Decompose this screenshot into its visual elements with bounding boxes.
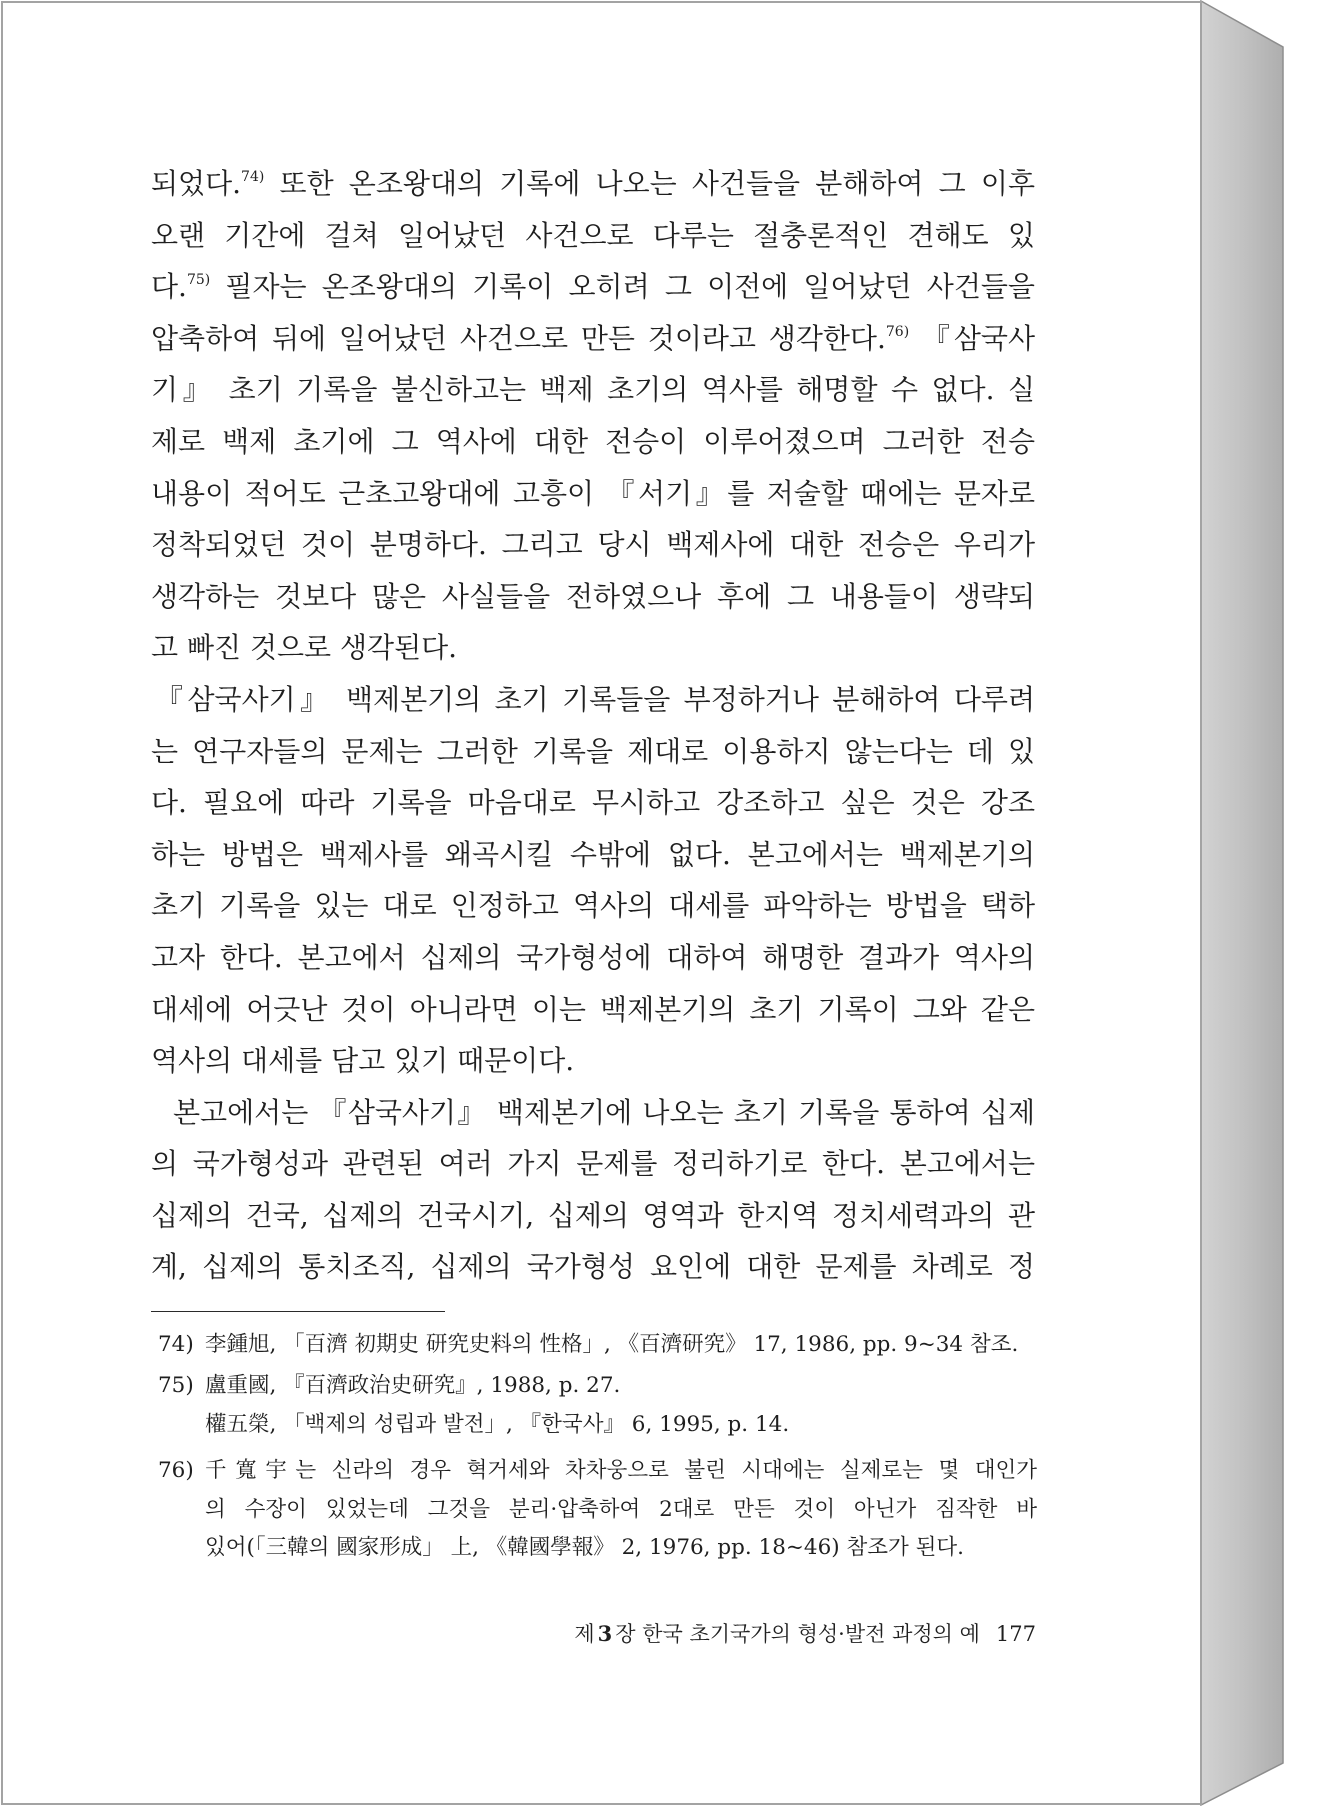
footnote-line: 權五榮, 「백제의 성립과 발전」, 『한국사』 6, 1995, p. 14. bbox=[205, 1411, 790, 1437]
chapter-number: 3 bbox=[597, 1621, 613, 1646]
text-line: 십제의 건국, 십제의 건국시기, 십제의 영역과 한지역 정치세력과의 관 bbox=[151, 1198, 1035, 1232]
text-segment: 『삼국사 bbox=[909, 321, 1036, 355]
book-thickness bbox=[1201, 1, 1283, 1805]
text-segment: 되었다. bbox=[151, 167, 242, 200]
text-line: 오랜 기간에 걸쳐 일어났던 사건으로 다루는 절충론적인 견해도 있 bbox=[151, 218, 1035, 252]
footnote-text bbox=[205, 1367, 1037, 1444]
text-segment: 다. bbox=[151, 270, 187, 304]
footnote-line: 盧重國, 『百濟政治史研究』, 1988, p. 27. bbox=[205, 1373, 621, 1398]
text-line bbox=[151, 158, 1035, 210]
text-line: 계, 십제의 통치조직, 십제의 국가형성 요인에 대한 문제를 차례로 정 bbox=[151, 1250, 1035, 1284]
footnote-line: 千寬宇는 신라의 경우 혁거세와 차차웅으로 불린 시대에는 실제로는 몇 대인가 bbox=[205, 1458, 1037, 1483]
text-line: 제로 백제 초기에 그 역사에 대한 전승이 이루어졌으며 그러한 전승 bbox=[151, 424, 1035, 458]
text-line: 본고에서는 『삼국사기』 백제본기에 나오는 초기 기록을 통하여 십제 bbox=[173, 1095, 1035, 1129]
footnote-text bbox=[205, 1326, 1037, 1365]
body-paragraph bbox=[151, 674, 1035, 1087]
footnote-text bbox=[205, 1452, 1037, 1568]
text-segment: 압축하여 뒤에 일어났던 사건으로 만든 것이라고 생각한다. bbox=[151, 321, 886, 355]
text-line: 『삼국사기』 백제본기의 초기 기록들을 부정하거나 분해하여 다루려 bbox=[155, 682, 1035, 716]
text-line: 초기 기록을 있는 대로 인정하고 역사의 대세를 파악하는 방법을 택하 bbox=[151, 889, 1035, 923]
footnote-reference: 75) bbox=[186, 272, 211, 289]
text-line: 역사의 대세를 담고 있기 때문이다. bbox=[151, 1044, 575, 1078]
body-paragraph bbox=[151, 158, 1035, 674]
text-line: 하는 방법은 백제사를 왜곡시킬 수밖에 없다. 본고에서는 백제본기의 bbox=[151, 837, 1035, 871]
text-line: 내용이 적어도 근초고왕대에 고흥이 『서기』를 저술할 때에는 문자로 bbox=[151, 476, 1035, 510]
text-line bbox=[151, 261, 1035, 313]
chapter-title: 장 한국 초기국가의 형성·발전 과정의 예 bbox=[615, 1622, 980, 1646]
book-page bbox=[1, 1, 1202, 1805]
footnote bbox=[158, 1367, 1037, 1444]
text-line: 다. 필요에 따라 기록을 마음대로 무시하고 강조하고 싶은 것은 강조 bbox=[151, 786, 1035, 820]
footnote-line: 있어(「三韓의 國家形成」 上, 《韓國學報》 2, 1976, pp. 18~46) 참조가 된다. bbox=[205, 1535, 965, 1560]
text-line: 고자 한다. 본고에서 십제의 국가형성에 대하여 해명한 결과가 역사의 bbox=[151, 940, 1035, 974]
footnote-number: 75) bbox=[158, 1373, 194, 1398]
text-line: 생각하는 것보다 많은 사실들을 전하였으나 후에 그 내용들이 생략되 bbox=[151, 579, 1035, 613]
text-line: 고 빠진 것으로 생각된다. bbox=[151, 631, 458, 665]
chapter-prefix: 제 bbox=[574, 1622, 595, 1646]
footnote bbox=[158, 1452, 1037, 1568]
footnote-line: 李鍾旭, 「百濟 初期史 研究史料의 性格」, 《百濟研究》 17, 1986, pp. 9~34 참조. bbox=[205, 1332, 1019, 1357]
footnote-number: 76) bbox=[158, 1458, 194, 1483]
footnote-reference: 74) bbox=[241, 169, 265, 185]
footnote bbox=[158, 1326, 1037, 1365]
text-line: 의 국가형성과 관련된 여러 가지 문제를 정리하기로 한다. 본고에서는 bbox=[151, 1147, 1035, 1181]
text-line: 는 연구자들의 문제는 그러한 기록을 제대로 이용하지 않는다는 데 있 bbox=[151, 734, 1035, 768]
footnote-line: 의 수장이 있었는데 그것을 분리·압축하여 2대로 만든 것이 아닌가 짐작한 바 bbox=[205, 1496, 1037, 1522]
text-segment: 또한 온조왕대의 기록에 나오는 사건들을 분해하여 그 이후 bbox=[264, 167, 1035, 200]
body-text bbox=[151, 158, 1035, 1293]
body-paragraph bbox=[151, 1087, 1035, 1293]
text-segment: 필자는 온조왕대의 기록이 오히려 그 이전에 일어났던 사건들을 bbox=[210, 270, 1035, 304]
running-footer bbox=[574, 1619, 1036, 1649]
page-number: 177 bbox=[995, 1622, 1036, 1646]
footnote-number: 74) bbox=[158, 1332, 194, 1357]
running-head bbox=[574, 1619, 980, 1649]
footnote-divider bbox=[151, 1311, 445, 1312]
text-line: 정착되었던 것이 분명하다. 그리고 당시 백제사에 대한 전승은 우리가 bbox=[151, 528, 1035, 562]
text-line: 기』 초기 기록을 불신하고는 백제 초기의 역사를 해명할 수 없다. 실 bbox=[151, 373, 1035, 407]
text-line bbox=[151, 313, 1035, 365]
footnote-reference: 76) bbox=[885, 323, 910, 340]
text-line: 대세에 어긋난 것이 아니라면 이는 백제본기의 초기 기록이 그와 같은 bbox=[151, 992, 1035, 1026]
